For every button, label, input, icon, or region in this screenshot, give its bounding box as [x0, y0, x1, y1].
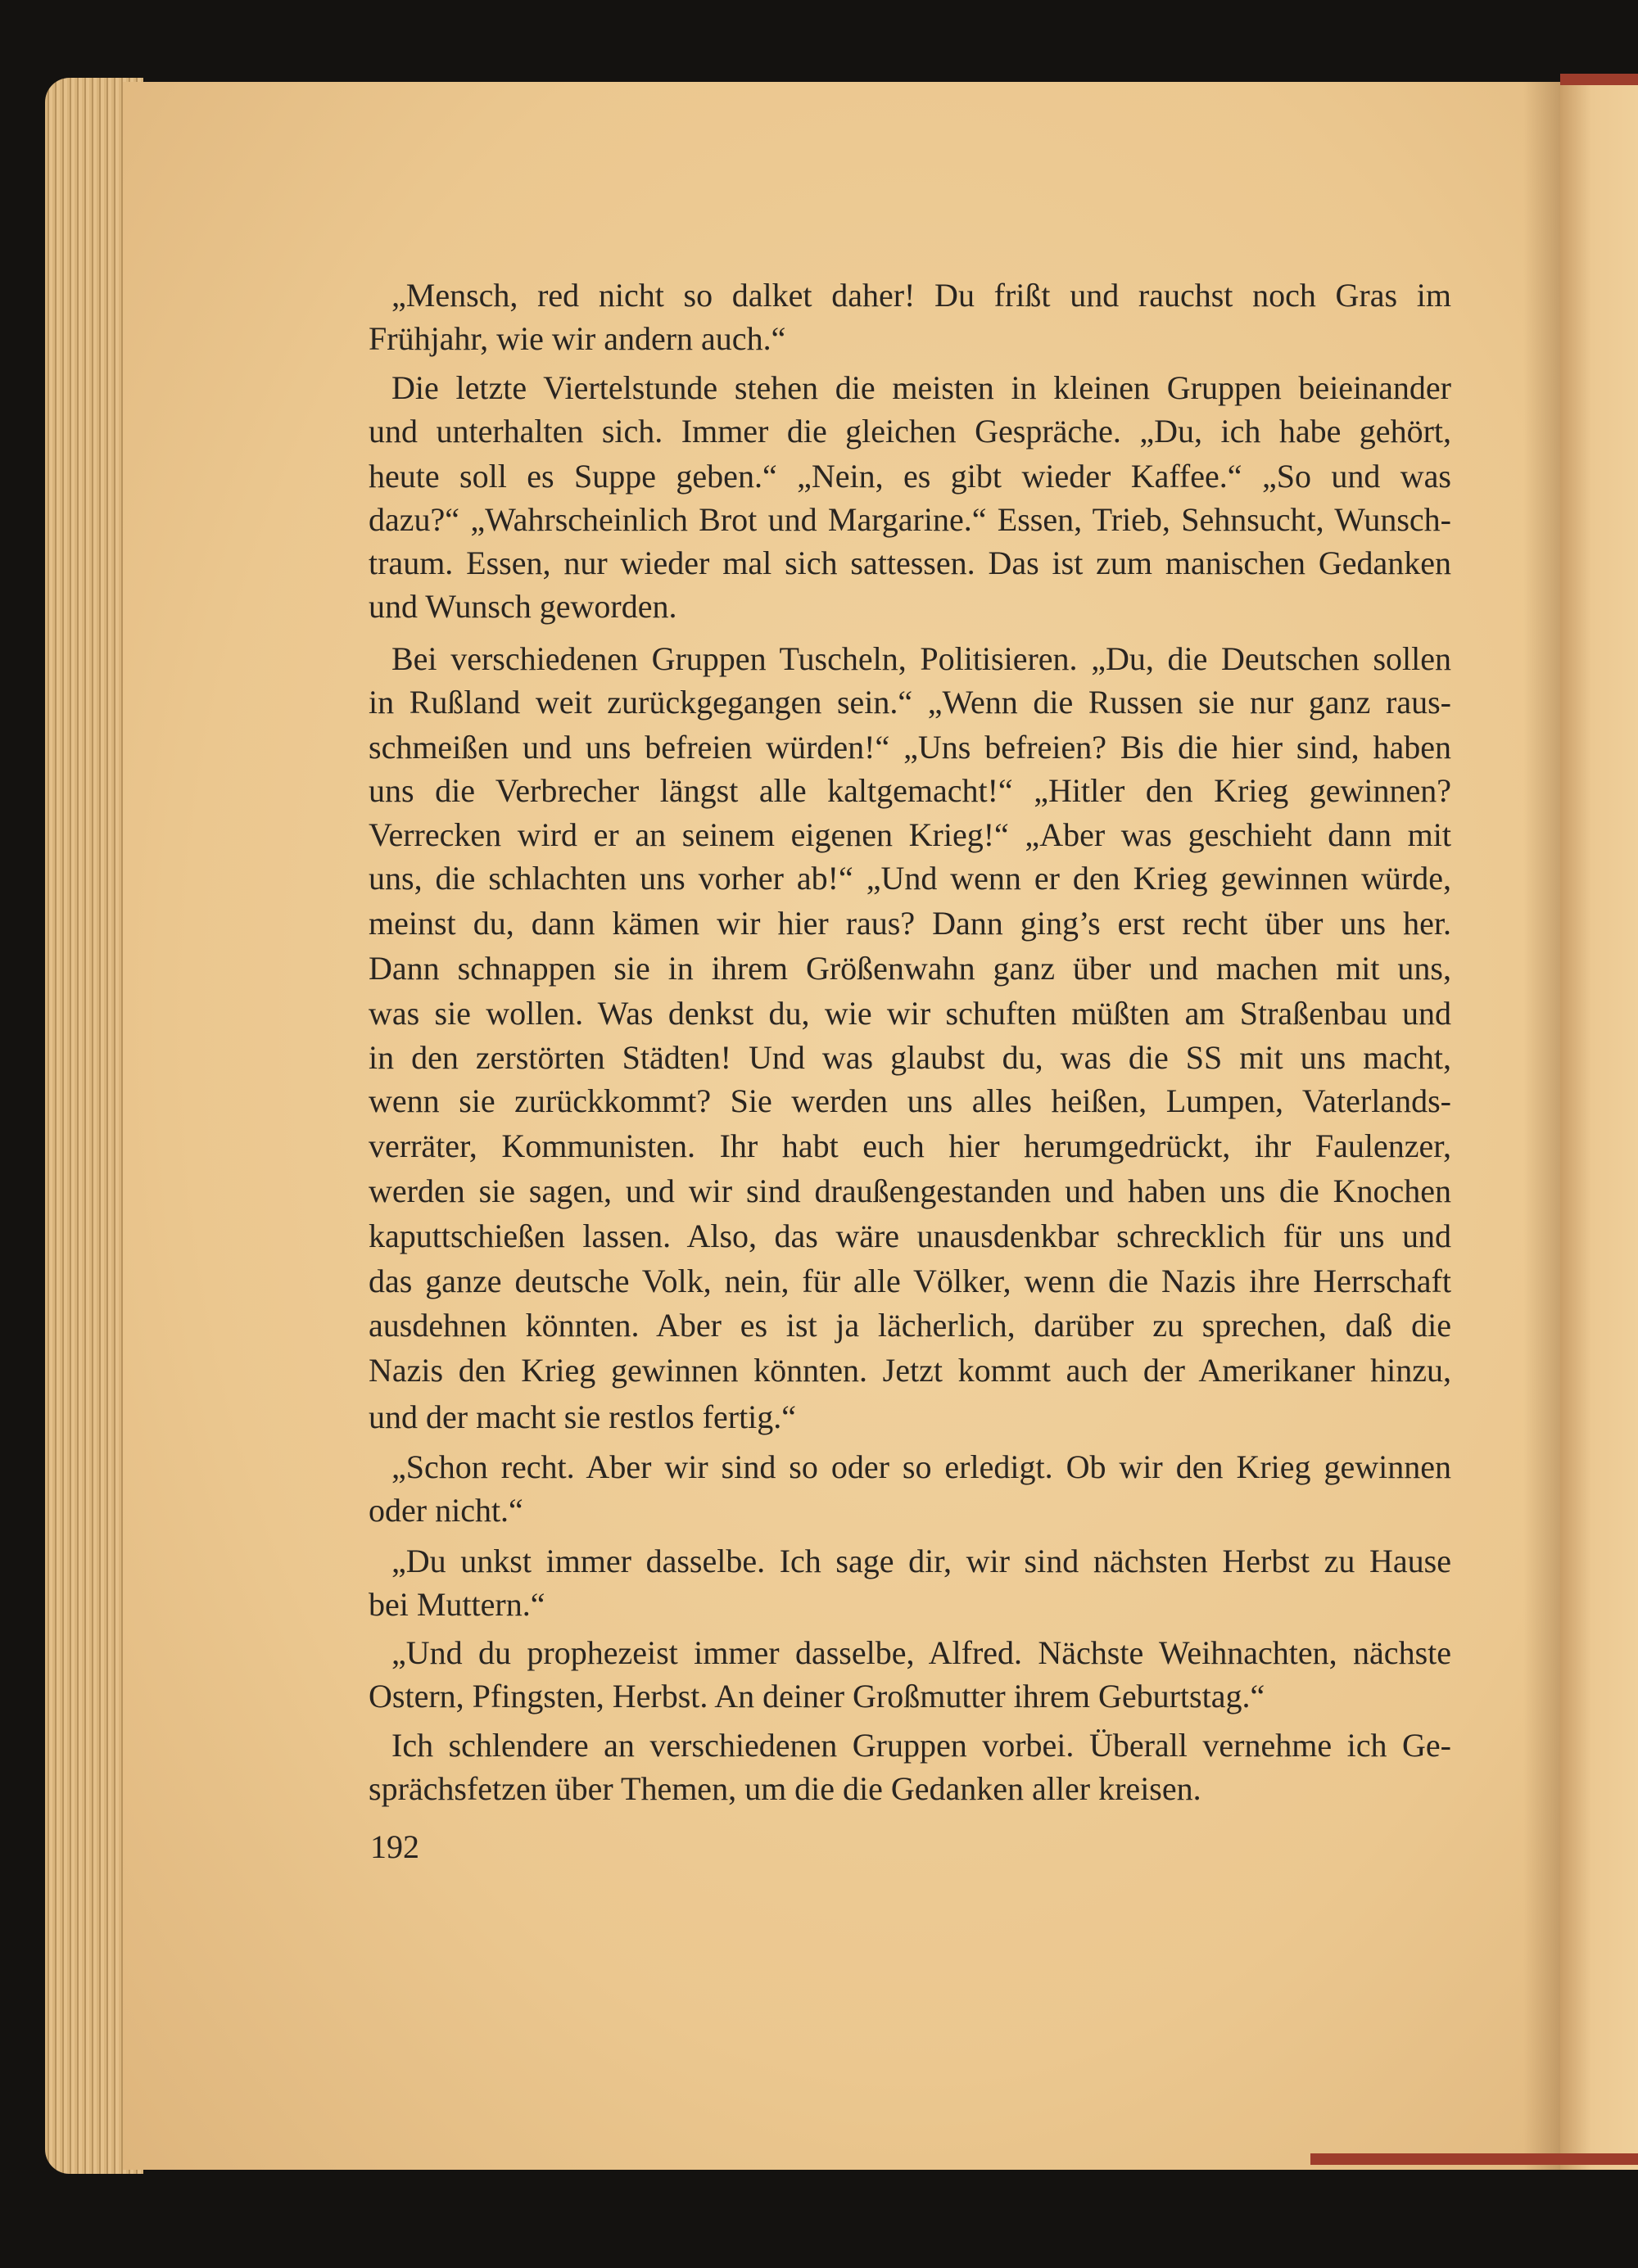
text-line: traum. Essen, nur wieder mal sich sattessen. Das ist zum manischen Gedanken [369, 544, 1451, 581]
text-line: Nazis den Krieg gewinnen könnten. Jetzt kommt auch der Amerikaner hinzu, [369, 1352, 1451, 1389]
text-line: und Wunsch geworden. [369, 588, 677, 625]
text-line: Ich schlendere an verschiedenen Gruppen vorbei. Überall vernehme ich Ge- [391, 1727, 1451, 1764]
text-line: kaputtschießen lassen. Also, das wäre unausdenkbar schrecklich für uns und [369, 1218, 1451, 1254]
binding-edge-top [1560, 74, 1638, 85]
text-line: „Schon recht. Aber wir sind so oder so erledigt. Ob wir den Krieg gewinnen [391, 1448, 1451, 1485]
book-gutter [1523, 82, 1564, 2170]
binding-edge-bottom [1310, 2153, 1638, 2165]
text-line: uns die Verbrecher längst alle kaltgemacht!“ „Hitler den Krieg gewinnen? [369, 772, 1451, 809]
text-line: bei Muttern.“ [369, 1586, 545, 1623]
text-line: das ganze deutsche Volk, nein, für alle Völker, wenn die Nazis ihre Herrschaft [369, 1263, 1451, 1299]
text-line: werden sie sagen, und wir sind draußengestanden und haben uns die Knochen [369, 1172, 1451, 1209]
text-line: ausdehnen könnten. Aber es ist ja lächerlich, darüber zu sprechen, daß die [369, 1307, 1451, 1344]
text-line: meinst du, dann kämen wir hier raus? Dann ging’s erst recht über uns her. [369, 905, 1451, 942]
text-line: uns, die schlachten uns vorher ab!“ „Und wenn er den Krieg gewinnen würde, [369, 860, 1451, 897]
text-line: oder nicht.“ [369, 1492, 523, 1529]
text-line: „Und du prophezeist immer dasselbe, Alfred. Nächste Weihnachten, nächste [391, 1634, 1451, 1671]
text-line: Frühjahr, wie wir andern auch.“ [369, 320, 786, 357]
text-line: verräter, Kommunisten. Ihr habt euch hier herumgedrückt, ihr Faulenzer, [369, 1127, 1451, 1164]
text-line: „Du unkst immer dasselbe. Ich sage dir, wir sind nächsten Herbst zu Hause [391, 1543, 1451, 1579]
text-line: Bei verschiedenen Gruppen Tuscheln, Politisieren. „Du, die Deutschen sollen [391, 640, 1451, 677]
text-line: schmeißen und uns befreien würden!“ „Uns befreien? Bis die hier sind, haben [369, 729, 1451, 766]
text-line: wenn sie zurückkommt? Sie werden uns alles heißen, Lumpen, Vaterlands- [369, 1082, 1451, 1119]
text-line: heute soll es Suppe geben.“ „Nein, es gibt wieder Kaffee.“ „So und was [369, 458, 1451, 495]
text-line: „Mensch, red nicht so dalket daher! Du frißt und rauchst noch Gras im [391, 277, 1451, 314]
text-line: was sie wollen. Was denkst du, wie wir schuften müßten am Straßenbau und [369, 995, 1451, 1032]
text-line: sprächsfetzen über Themen, um die die Gedanken aller kreisen. [369, 1770, 1201, 1807]
text-line: und der macht sie restlos fertig.“ [369, 1398, 797, 1435]
text-line: und unterhalten sich. Immer die gleichen Gespräche. „Du, ich habe gehört, [369, 413, 1451, 450]
text-line: dazu?“ „Wahrscheinlich Brot und Margarine.“ Essen, Trieb, Sehnsucht, Wunsch- [369, 501, 1451, 538]
text-line: Verrecken wird er an seinem eigenen Krieg!“ „Aber was geschieht dann mit [369, 816, 1451, 853]
page-number: 192 [370, 1828, 419, 1865]
text-line: in den zerstörten Städten! Und was glaubst du, was die SS mit uns macht, [369, 1039, 1451, 1076]
text-line: Die letzte Viertelstunde stehen die meisten in kleinen Gruppen beieinander [391, 369, 1451, 406]
facing-page-edge [1560, 82, 1638, 2170]
text-line: Dann schnappen sie in ihrem Größenwahn ganz über und machen mit uns, [369, 950, 1451, 987]
text-line: in Rußland weit zurückgegangen sein.“ „Wenn die Russen sie nur ganz raus- [369, 684, 1451, 721]
text-line: Ostern, Pfingsten, Herbst. An deiner Großmutter ihrem Geburtstag.“ [369, 1678, 1265, 1715]
